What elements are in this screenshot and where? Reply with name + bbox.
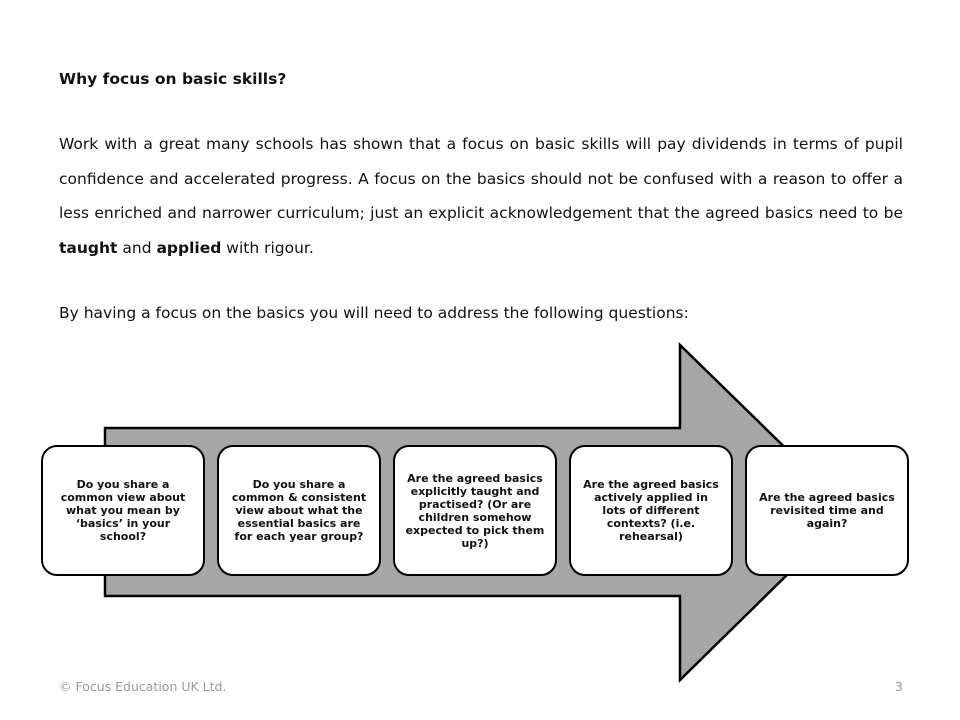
question-box-3: [393, 445, 557, 576]
page-heading: Why focus on basic skills?: [59, 70, 287, 88]
question-box-2: [217, 445, 381, 576]
intro-text-and: and: [117, 238, 157, 257]
question-text-4: Are the agreed basics actively applied in lots of different contexts? (i.e. rehearsal): [583, 478, 719, 543]
question-text-2: Do you share a common & consistent view about what the essential basics are for each year group?: [231, 478, 367, 543]
applied-emphasis: applied: [156, 238, 222, 257]
questions-intro: By having a focus on the basics you will need to address the following questions:: [59, 304, 689, 322]
intro-text-2: with rigour.: [221, 238, 314, 257]
intro-text-1: Work with a great many schools has shown that a focus on basic skills will pay dividends in terms of pupil confidence and accelerated progress. A focus on the basics should not be confused with a reason to offer a less enriched and narrower curriculum; just an explicit acknowledgement that the agreed basics need to be: [59, 135, 903, 222]
question-box-4: [569, 445, 733, 576]
taught-emphasis: taught: [59, 238, 118, 257]
question-box-5: [745, 445, 909, 576]
question-box-1: [41, 445, 205, 576]
question-text-1: Do you share a common view about what you mean by ‘basics’ in your school?: [60, 478, 186, 543]
page-number: 3: [895, 679, 903, 694]
question-text-5: Are the agreed basics revisited time and again?: [759, 491, 895, 530]
copyright-footer: © Focus Education UK Ltd.: [59, 679, 227, 694]
question-text-3: Are the agreed basics explicitly taught and practised? (Or are children somehow expected to pick them up?): [405, 471, 545, 550]
